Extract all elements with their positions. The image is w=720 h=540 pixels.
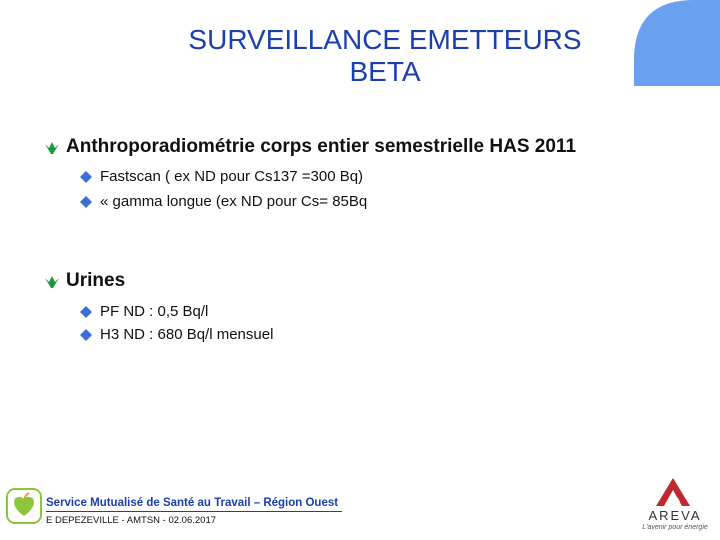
footer-author-date: E DEPEZEVILLE - AMTSN - 02.06.2017 — [46, 515, 217, 526]
bullet-text: « gamma longue (ex ND pour Cs= 85Bq — [100, 193, 368, 210]
bullet-level1 — [44, 136, 576, 158]
section-heading: Urines — [66, 270, 126, 291]
areva-tagline: L'avenir pour énergie — [642, 524, 708, 531]
areva-wordmark: AREVA — [648, 508, 702, 523]
title-line-2: BETA — [349, 56, 421, 87]
diamond-check-bullet-icon — [44, 273, 60, 289]
bullet-level2 — [80, 193, 367, 210]
bullet-text: H3 ND : 680 Bq/l mensuel — [100, 326, 274, 343]
footer-divider — [46, 511, 342, 512]
diamond-bullet-icon — [80, 171, 92, 183]
diamond-bullet-icon — [80, 196, 92, 208]
areva-logo — [636, 478, 714, 536]
section-heading: Anthroporadiométrie corps entier semestrielle HAS 2011 — [66, 136, 577, 157]
heart-logo-icon — [6, 488, 42, 524]
slide-title — [100, 24, 670, 88]
diamond-bullet-icon — [80, 306, 92, 318]
title-line-1: SURVEILLANCE EMETTEURS — [188, 24, 582, 55]
bullet-text: PF ND : 0,5 Bq/l — [100, 303, 209, 320]
bullet-level2 — [80, 303, 208, 320]
bullet-level1 — [44, 270, 125, 292]
bullet-level2 — [80, 168, 363, 185]
footer-organization: Service Mutualisé de Santé au Travail – Région Ouest — [46, 497, 339, 509]
bullet-level2 — [80, 326, 273, 343]
diamond-check-bullet-icon — [44, 139, 60, 155]
areva-a-icon — [656, 478, 690, 506]
diamond-bullet-icon — [80, 329, 92, 341]
bullet-text: Fastscan ( ex ND pour Cs137 =300 Bq) — [100, 168, 364, 185]
